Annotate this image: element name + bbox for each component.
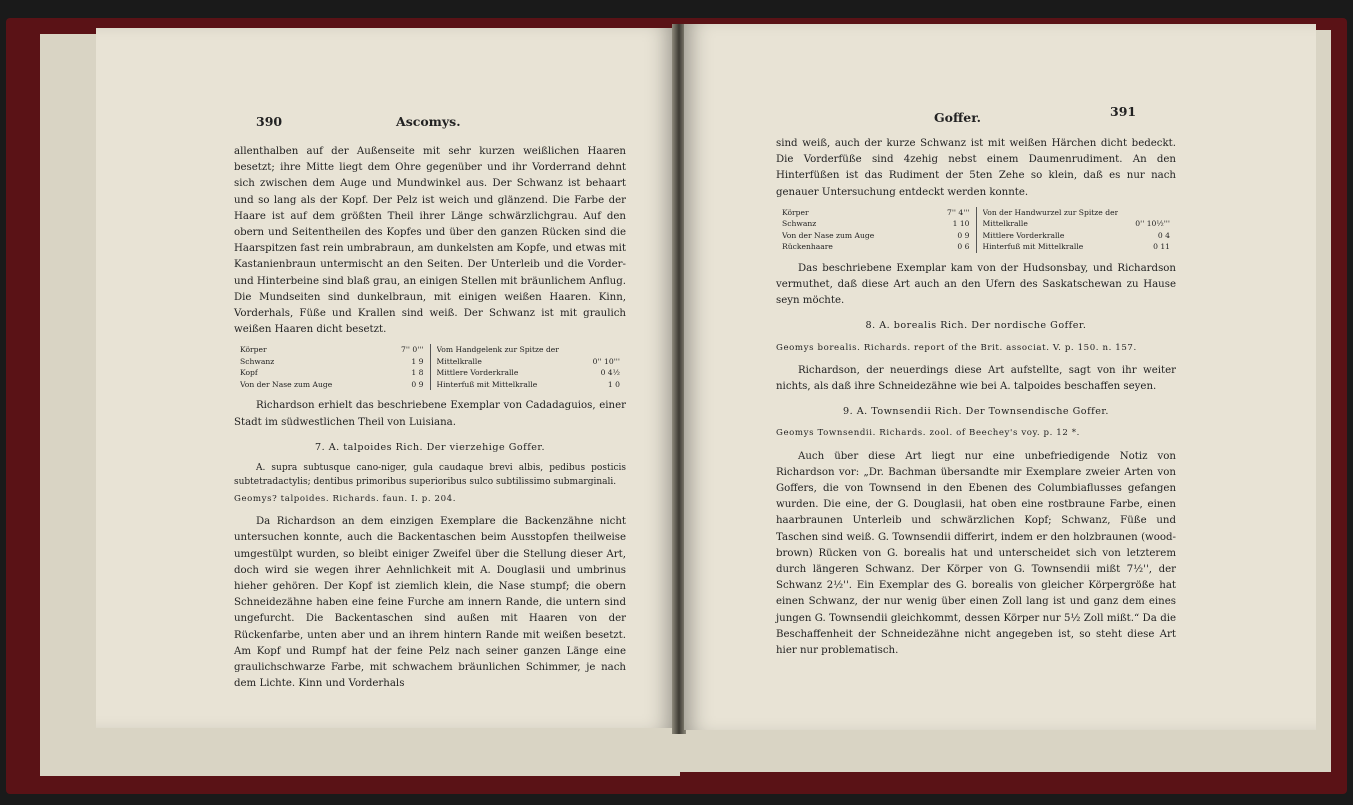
measurement-value: 7'' 0'''	[400, 345, 424, 355]
measurement-value	[616, 344, 620, 356]
measurement-label: Körper	[782, 207, 809, 217]
measurement-label: Hinterfuß mit Mittelkralle	[436, 379, 538, 389]
right-paragraph-1: sind weiß, auch der kurze Schwanz ist mit weißen Härchen dicht bedeckt. Die Vorderfüße sind 4zehig nebst einem Daumenrudiment. An den Hinterfüßen ist das Rudiment der 5ten Zehe so klein, daß es nur nach genauer Untersuchung entdeckt werden konnte.	[776, 138, 1176, 198]
right-measurement-table	[776, 207, 1176, 253]
measurement-value: 7'' 4'''	[946, 207, 970, 217]
measurement-row	[437, 356, 621, 368]
measurement-value: 1 0	[607, 379, 620, 389]
measurement-label: Von der Nase zum Auge	[240, 379, 333, 389]
measurement-label: Kopf	[240, 368, 258, 378]
measurement-row	[983, 230, 1171, 242]
measurement-value: 0'' 10½'''	[1135, 219, 1170, 229]
measurement-value: 1 8	[411, 368, 424, 378]
left-measurement-table	[234, 344, 626, 390]
left-text-column	[234, 144, 626, 694]
right-measurements-col-2	[976, 207, 1177, 253]
measurement-row	[240, 344, 424, 356]
left-paragraph-2: Richardson erhielt das beschriebene Exemplar von Cadadaguios, einer Stadt im südwestlichen Theil von Luisiana.	[234, 400, 626, 428]
right-synonym-8: Geomys borealis. Richards. report of the Brit. associat. V. p. 150. n. 157.	[776, 342, 1137, 353]
left-latin-diagnosis-7: A. supra subtusque cano-niger, gula caudaque brevi albis, pedibus posticis subtetradactylis; dentibus primoribus superioribus sulco subtilissimo submarginali.	[234, 463, 626, 488]
right-measurements-col-1	[776, 207, 976, 253]
measurement-row	[437, 367, 621, 379]
measurement-label: Mittlere Vorderkralle	[982, 230, 1065, 240]
measurement-label: Mittlere Vorderkralle	[436, 368, 519, 378]
measurement-row	[437, 379, 621, 391]
measurement-row	[437, 344, 621, 356]
measurement-row	[782, 207, 970, 219]
measurement-label: Hinterfuß mit Mittelkralle	[982, 242, 1084, 252]
right-synonym-9: Geomys Townsendii. Richards. zool. of Beechey's voy. p. 12 *.	[776, 428, 1080, 439]
right-page-number: 391	[1110, 104, 1137, 119]
right-paragraph-2: Das beschriebene Exemplar kam von der Hudsonsbay, und Richardson vermuthet, daß diese Art auch an den Ufern des Saskatschewan zu Hause seyn möchte.	[776, 262, 1176, 307]
left-page-number: 390	[256, 114, 283, 129]
measurement-label: Von der Handwurzel zur Spitze der	[982, 207, 1119, 217]
measurement-label: Vom Handgelenk zur Spitze der	[436, 345, 559, 355]
right-section-heading-8: 8. A. borealis Rich. Der nordische Goffer.	[865, 320, 1087, 332]
measurement-value: 0 4	[1157, 230, 1170, 240]
measurement-value: 0 6	[957, 242, 970, 252]
measurement-row	[983, 241, 1171, 253]
measurement-label: Mittelkralle	[982, 219, 1028, 229]
measurement-value: 0 4½	[600, 368, 620, 378]
measurement-value: 0'' 10'''	[592, 356, 620, 366]
measurement-row	[240, 379, 424, 391]
left-synonym-7: Geomys? talpoides. Richards. faun. I. p. 204.	[234, 494, 457, 505]
right-running-head: Goffer.	[934, 110, 982, 125]
measurement-row	[782, 241, 970, 253]
measurement-label: Von der Nase zum Auge	[782, 230, 875, 240]
left-paragraph-1: allenthalben auf der Außenseite mit sehr kurzen weißlichen Haaren besetzt; ihre Mitte liegt dem Ohre gegenüber und ihr Vorderrand dehnt sich zwischen dem Auge und Mundwinkel aus. Der Schwanz ist behaart und so lang als der Kopf. Der Pelz ist weich und glänzend. Die Farbe der Haare ist auf dem größten Theil ihrer Länge schwärzlichgrau. Auf den obern und Seitentheilen des Kopfes und über den ganzen Rücken sind die Haarspitzen fast rein umbrabraun, am dunkelsten am Kopfe, und etwas mit Kastanienbraun untermischt an den Seiten. Der Unterleib und die Vorder- und Hinterbeine sind blaß grau, an einigen Stellen mit bräunlichem Anflug. Die Mundseiten sind dunkelbraun, mit einigen weißen Haaren. Kinn, Vorderhals, Füße und Krallen sind weiß. Der Schwanz ist mit graulich weißen Haaren dicht besetzt.	[234, 146, 626, 336]
measurement-label: Körper	[240, 345, 267, 355]
measurement-row	[782, 230, 970, 242]
measurement-value	[1166, 207, 1170, 219]
measurement-label: Schwanz	[782, 219, 817, 229]
measurement-value: 0 9	[957, 230, 970, 240]
left-measurements-col-2	[430, 344, 627, 390]
measurement-value: 1 10	[952, 219, 970, 229]
right-text-column	[776, 136, 1176, 661]
measurement-label: Mittelkralle	[436, 356, 482, 366]
measurement-row	[983, 218, 1171, 230]
measurement-row	[983, 207, 1171, 219]
measurement-value: 1 9	[411, 356, 424, 366]
left-paragraph-3: Da Richardson an dem einzigen Exemplare die Backenzähne nicht untersuchen konnte, auch die Backentaschen beim Ausstopfen theilweise umgestülpt wurden, so bleibt einiger Zweifel über die Stellung dieser Art, doch wird sie wegen ihrer Aehnlichkeit mit A. Douglasii und umbrinus hieher gehören. Der Kopf ist ziemlich klein, die Nase stumpf; die obern Schneidezähne haben eine feine Furche am innern Rande, die untern sind ungefurcht. Die Backentaschen sind außen mit Haaren von der Rückenfarbe, unten aber und an ihrem hintern Rande mit weißen besetzt. Am Kopf und Rumpf hat der feine Pelz nach seiner ganzen Länge eine graulichschwarze Farbe, mit schwachem bräunlichen Schimmer, je nach dem Lichte. Kinn und Vorderhals	[234, 516, 626, 690]
measurement-label: Schwanz	[240, 356, 275, 366]
measurement-row	[782, 218, 970, 230]
measurement-row	[240, 356, 424, 368]
measurement-row	[240, 367, 424, 379]
left-page	[96, 28, 674, 728]
measurement-label: Rückenhaare	[782, 242, 833, 252]
measurement-value: 0 9	[411, 379, 424, 389]
right-paragraph-4: Auch über diese Art liegt nur eine unbefriedigende Notiz von Richardson vor: „Dr. Bachman übersandte mir Exemplare zweier Arten von Goffers, die von Townsend in den Ebenen des Columbiaflusses gefangen wurden. Die eine, der G. Douglasii, hat oben eine rostbraune Farbe, einen haarbraunen Unterleib und schwärzlichen Kopf; Schwanz, Füße und Taschen sind weiß. G. Townsendii differirt, indem er den holzbraunen (wood-brown) Rücken von G. borealis hat und unterscheidet sich von letzterem durch längeren Schwanz. Der Körper von G. Townsendii mißt 7½'', der Schwanz 2½''. Ein Exemplar des G. borealis von gleicher Körpergröße hat einen Schwanz, der nur wenig über einen Zoll lang ist und ganz dem eines jungen G. Townsendii gleichkommt, dessen Körper nur 5½ Zoll mißt.“ Da die Beschaffenheit der Schneidezähne nicht angegeben ist, so steht diese Art hier nur problematisch.	[776, 450, 1176, 657]
right-paragraph-3: Richardson, der neuerdings diese Art aufstellte, sagt von ihr weiter nichts, als daß ihre Schneidezähne wie bei A. talpoides beschaffen seyen.	[776, 364, 1176, 393]
left-running-head: Ascomys.	[396, 114, 461, 129]
left-measurements-col-1	[234, 344, 430, 390]
right-page	[684, 24, 1316, 730]
measurement-value: 0 11	[1153, 242, 1170, 252]
right-section-heading-9: 9. A. Townsendii Rich. Der Townsendische Goffer.	[843, 406, 1109, 418]
left-section-heading-7: 7. A. talpoides Rich. Der vierzehige Goffer.	[315, 441, 545, 453]
